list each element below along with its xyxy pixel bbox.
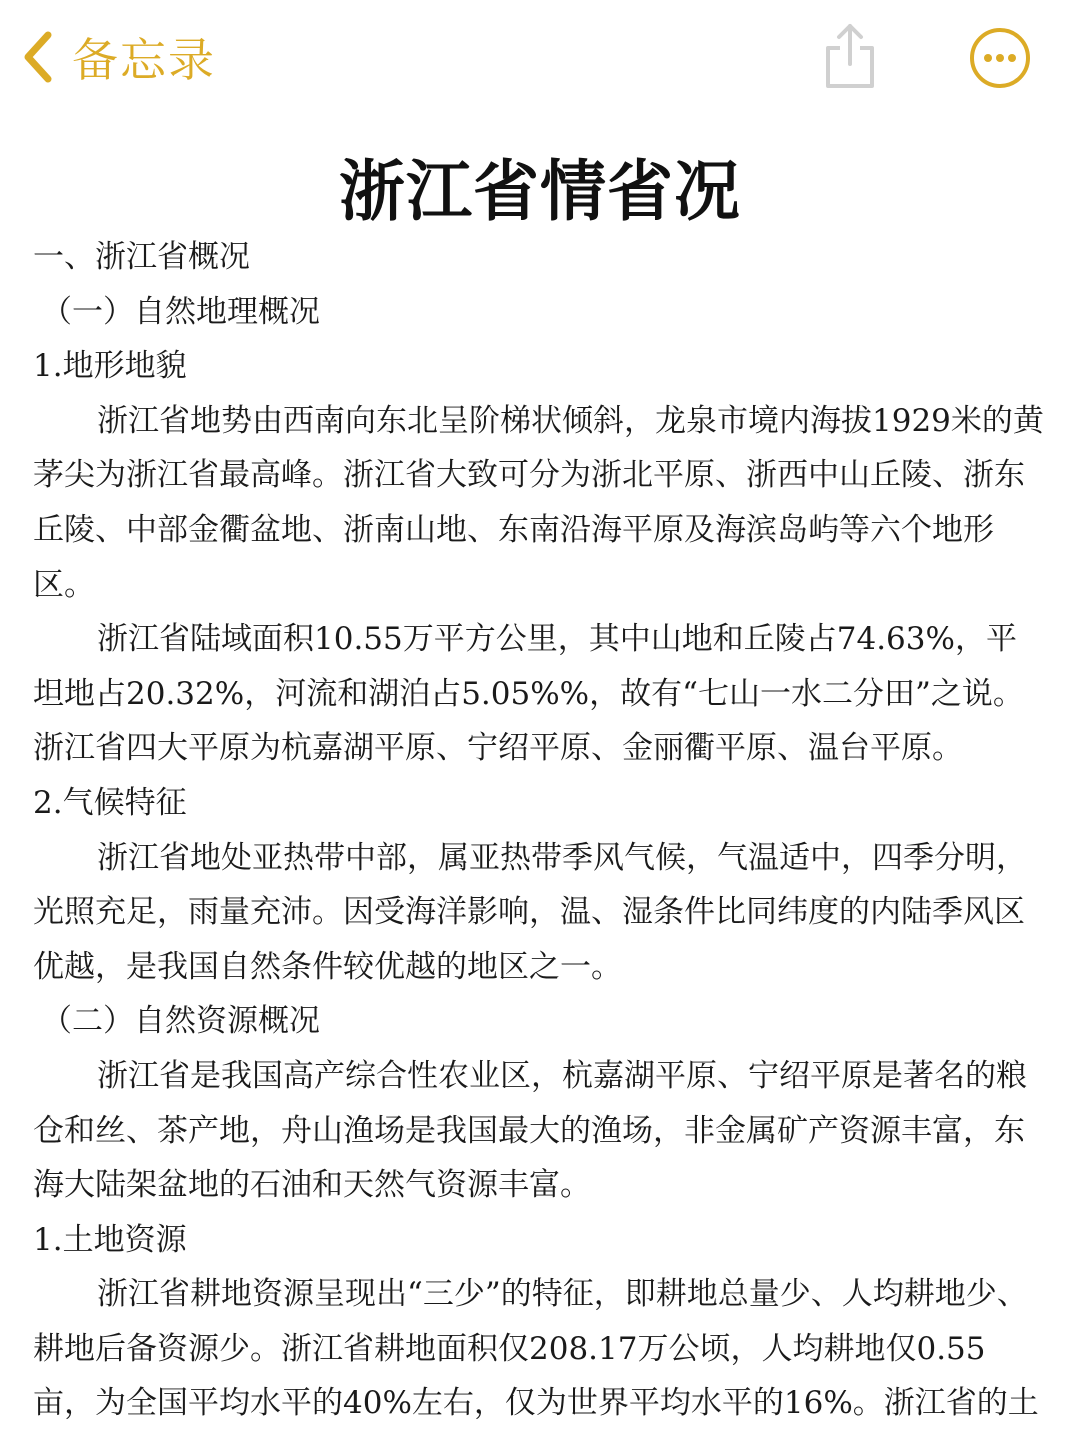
subsection-heading: （一）自然地理概况 xyxy=(41,293,320,330)
share-icon xyxy=(818,20,882,92)
body-paragraph: 浙江省地势由西南向东北呈阶梯状倾斜，龙泉市境内海拔1929米的黄茅尖为浙江省最高峰。浙江省大致可分为浙北平原、浙西中山丘陵、浙东丘陵、中部金衢盆地、浙南山地、东南沿海平原及海滨岛屿等六个地形区。 xyxy=(33,402,1044,603)
share-button[interactable] xyxy=(818,20,882,92)
body-paragraph: 浙江省是我国高产综合性农业区，杭嘉湖平原、宁绍平原是著名的粮仓和丝、茶产地，舟山渔场是我国最大的渔场，非金属矿产资源丰富，东海大陆架盆地的石油和天然气资源丰富。 xyxy=(33,1057,1027,1204)
note-title: 浙江省情省况 xyxy=(339,152,741,230)
back-label: 备忘录 xyxy=(72,33,216,87)
more-button[interactable] xyxy=(968,26,1032,90)
body-paragraph: 浙江省陆域面积10.55万平方公里，其中山地和丘陵占74.63%，平坦地占20.32%，河流和湖泊占5.05%%，故有“七山一水二分田”之说。浙江省四大平原为杭嘉湖平原、宁绍平原、金丽衢平原、温台平原。 xyxy=(33,621,1024,767)
note-body[interactable] xyxy=(33,230,1045,1431)
topic-heading: 1.地形地貌 xyxy=(33,348,187,385)
body-paragraph: 浙江省耕地资源呈现出“三少”的特征，即耕地总量少、人均耕地少、耕地后备资源少。浙江省耕地面积仅208.17万公顷，人均耕地仅0.55亩，为全国平均水平的40%左右，仅为世界平均水平的16%。浙江省的土 xyxy=(33,1276,1039,1422)
more-icon xyxy=(968,26,1032,90)
chevron-left-icon xyxy=(20,29,54,85)
nav-bar xyxy=(0,0,1080,115)
body-paragraph: 浙江省地处亚热带中部，属亚热带季风气候，气温适中，四季分明，光照充足，雨量充沛。因受海洋影响，温、湿条件比同纬度的内陆季风区优越，是我国自然条件较优越的地区之一。 xyxy=(33,839,1027,985)
subsection-heading: （二）自然资源概况 xyxy=(41,1003,320,1040)
topic-heading: 2.气候特征 xyxy=(33,784,187,821)
section-heading: 一、浙江省概况 xyxy=(33,239,250,275)
topic-heading: 1.土地资源 xyxy=(33,1221,187,1258)
back-button[interactable] xyxy=(20,22,216,92)
